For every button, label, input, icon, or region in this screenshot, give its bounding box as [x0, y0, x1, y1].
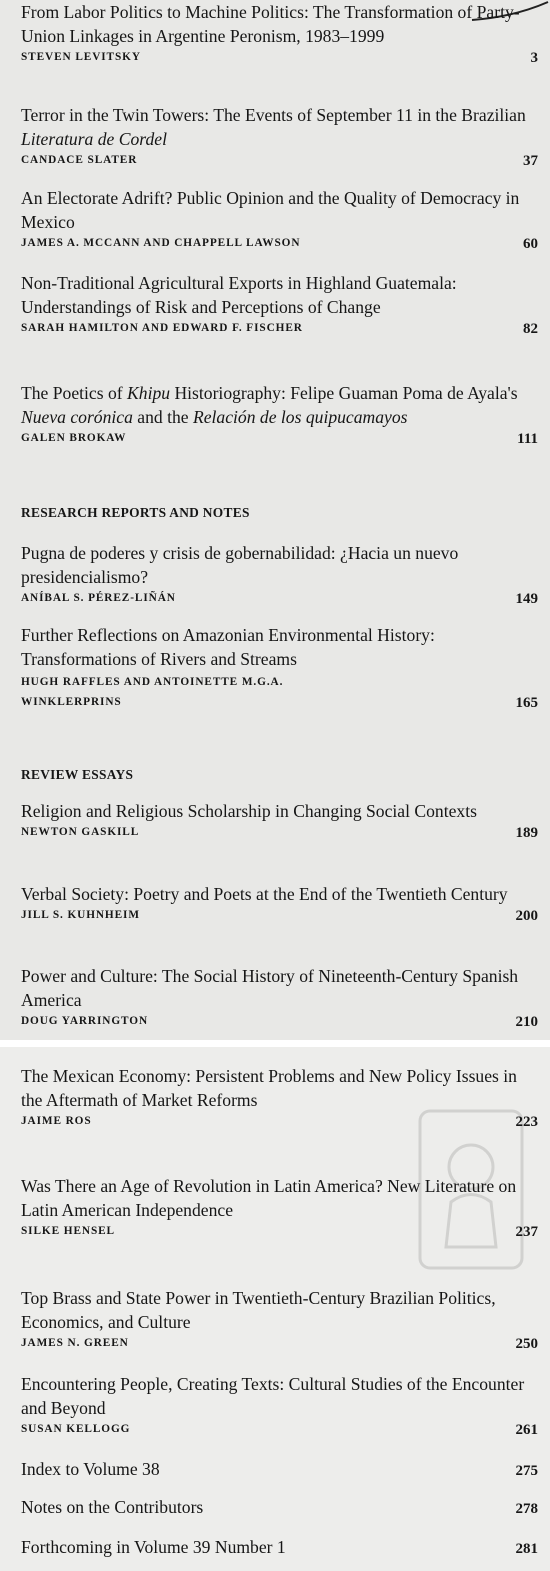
page-number: 210 — [515, 1014, 538, 1030]
page-number: 3 — [530, 50, 538, 66]
page-number: 281 — [515, 1541, 538, 1557]
article-author: NEWTON GASKILL — [21, 826, 140, 838]
toc-entry[interactable] — [21, 623, 538, 713]
article-author: SILKE HENSEL — [21, 1225, 115, 1237]
section-heading-reviews: REVIEW ESSAYS — [21, 767, 134, 782]
article-title: Power and Culture: The Social History of Nineteenth-Century Spanish America — [21, 966, 519, 1010]
toc-entry[interactable] — [21, 271, 538, 339]
author-row — [21, 48, 538, 68]
author-row — [21, 693, 538, 713]
toc-entry[interactable] — [21, 1286, 538, 1354]
toc-entry-index[interactable] — [21, 1457, 538, 1485]
author-row — [21, 429, 538, 449]
article-title: Was There an Age of Revolution in Latin America? New Literature on Latin American Independence — [21, 1176, 517, 1220]
article-title — [21, 103, 538, 151]
article-author: GALEN BROKAW — [21, 432, 127, 444]
article-author: HUGH RAFFLES AND ANTOINETTE M.G.A. — [21, 676, 284, 688]
toc-entry[interactable] — [21, 186, 538, 254]
toc-entry-contributors[interactable] — [21, 1495, 538, 1523]
entry-title: Index to Volume 38 — [21, 1459, 160, 1479]
toc-entry-forthcoming[interactable] — [21, 1535, 538, 1563]
page-number: 278 — [515, 1501, 538, 1517]
section-heading-research: RESEARCH REPORTS AND NOTES — [21, 505, 250, 520]
article-title — [21, 381, 538, 429]
author-row — [21, 151, 538, 171]
article-title: From Labor Politics to Machine Politics: The Transformation of Party-Union Linkages in Argentine Peronism, 1983–1999 — [21, 2, 520, 46]
entry-title: Forthcoming in Volume 39 Number 1 — [21, 1537, 286, 1557]
toc-entry[interactable] — [21, 541, 538, 609]
article-author: STEVEN LEVITSKY — [21, 51, 141, 63]
author-row — [21, 1334, 538, 1354]
author-row — [21, 906, 538, 926]
title-text: The Poetics of — [21, 383, 128, 403]
article-title: Non-Traditional Agricultural Exports in Highland Guatemala: Understandings of Risk and Perceptions of Change — [21, 273, 457, 317]
title-text: and the — [132, 407, 193, 427]
article-author: SUSAN KELLOGG — [21, 1423, 131, 1435]
page-number: 261 — [515, 1422, 538, 1438]
article-title: Top Brass and State Power in Twentieth-Century Brazilian Politics, Economics, and Culture — [21, 1288, 496, 1332]
page-number: 149 — [515, 591, 538, 607]
article-author: JAMES A. MCCANN AND CHAPPELL LAWSON — [21, 237, 301, 249]
article-author: JAMES N. GREEN — [21, 1337, 129, 1349]
entry-title: Notes on the Contributors — [21, 1497, 204, 1517]
page-number: 37 — [523, 153, 538, 169]
author-row — [21, 823, 538, 843]
page-number: 275 — [515, 1463, 538, 1479]
article-title: Verbal Society: Poetry and Poets at the End of the Twentieth Century — [21, 884, 508, 904]
article-author: ANÍBAL S. PÉREZ-LIÑÁN — [21, 592, 176, 604]
article-title: An Electorate Adrift? Public Opinion and the Quality of Democracy in Mexico — [21, 188, 520, 232]
article-author: SARAH HAMILTON AND EDWARD F. FISCHER — [21, 322, 303, 334]
article-title: Further Reflections on Amazonian Environmental History: Transformations of Rivers and Streams — [21, 625, 435, 669]
toc-entry[interactable] — [21, 0, 538, 68]
title-italic: Nueva corónica — [21, 407, 133, 427]
article-title: The Mexican Economy: Persistent Problems and New Policy Issues in the Aftermath of Market Reforms — [21, 1066, 517, 1110]
toc-entry[interactable] — [21, 964, 538, 1032]
article-author: CANDACE SLATER — [21, 154, 138, 166]
title-italic: Khipu — [127, 383, 171, 403]
toc-entry[interactable] — [21, 799, 538, 843]
article-title: Religion and Religious Scholarship in Changing Social Contexts — [21, 801, 477, 821]
page-number: 60 — [523, 236, 538, 252]
title-italic: Relación de los quipucamayos — [192, 407, 408, 427]
title-text: Terror in the Twin Towers: The Events of September 11 in the Brazilian — [21, 105, 526, 125]
page-number: 111 — [517, 431, 538, 447]
toc-entry[interactable] — [21, 882, 538, 926]
article-author-cont: WINKLERPRINS — [21, 696, 122, 708]
page-number: 200 — [515, 908, 538, 924]
toc-entry[interactable] — [21, 1174, 538, 1242]
article-title: Pugna de poderes y crisis de gobernabilidad: ¿Hacia un nuevo presidencialismo? — [21, 543, 459, 587]
article-author: DOUG YARRINGTON — [21, 1015, 149, 1027]
toc-entry[interactable] — [21, 103, 538, 171]
page-number: 82 — [523, 321, 538, 337]
author-row — [21, 589, 538, 609]
toc-entry[interactable] — [21, 381, 538, 449]
toc-entry[interactable] — [21, 1064, 538, 1132]
page-gap — [0, 1040, 550, 1047]
article-author: JILL S. KUHNHEIM — [21, 909, 140, 921]
title-italic: Literatura de Cordel — [21, 129, 167, 149]
page-number: 189 — [515, 825, 538, 841]
toc-entry[interactable] — [21, 1372, 538, 1440]
author-row — [21, 1012, 538, 1032]
article-title: Encountering People, Creating Texts: Cultural Studies of the Encounter and Beyond — [21, 1374, 525, 1418]
author-row — [21, 1420, 538, 1440]
page-number: 223 — [515, 1114, 538, 1130]
article-author: JAIME ROS — [21, 1115, 92, 1127]
title-text: Historiography: Felipe Guaman Poma de Ayala's — [170, 383, 518, 403]
page-number: 237 — [515, 1224, 538, 1240]
author-row — [21, 234, 538, 254]
author-row — [21, 319, 538, 339]
author-row — [21, 1112, 538, 1132]
page-number: 250 — [515, 1336, 538, 1352]
author-row — [21, 1222, 538, 1242]
page-number: 165 — [515, 695, 538, 711]
